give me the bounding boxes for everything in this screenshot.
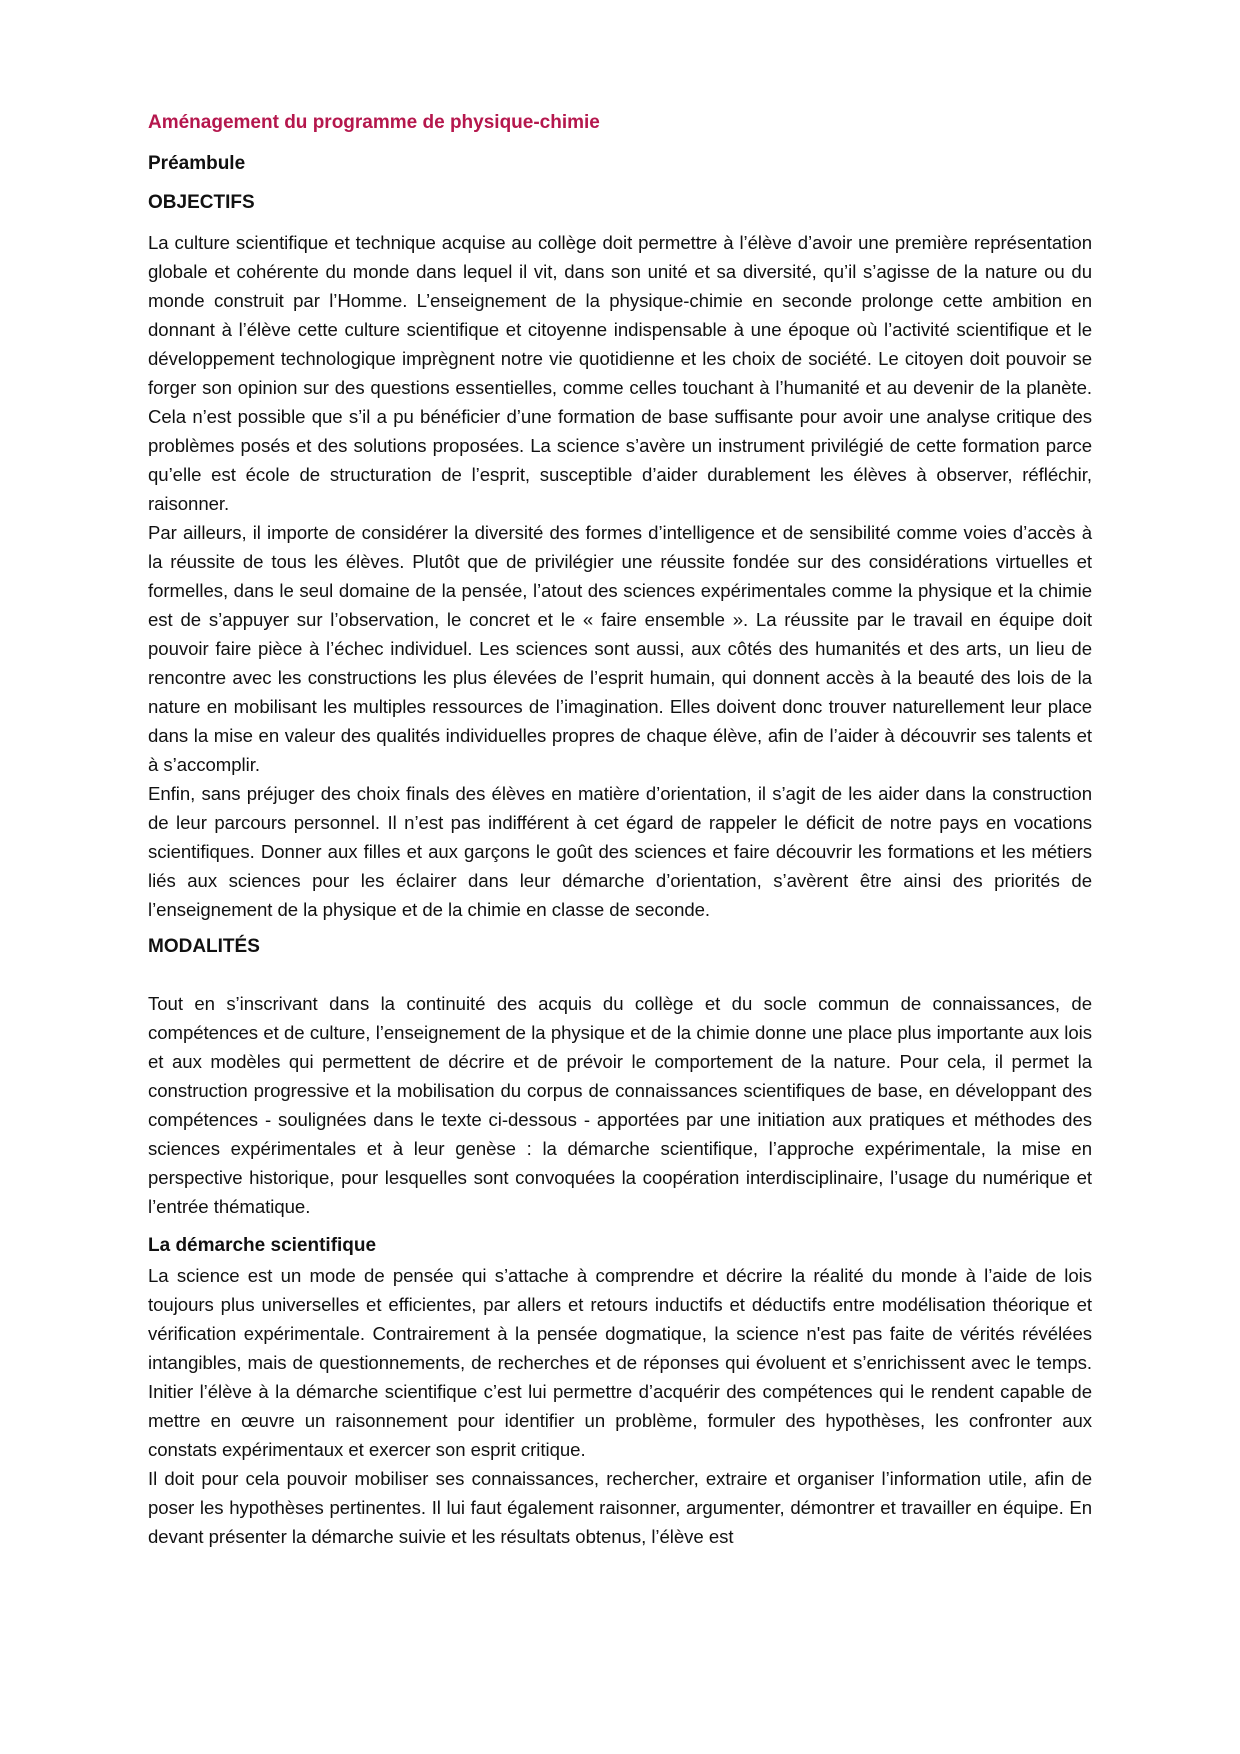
demarche-heading: La démarche scientifique <box>148 1235 377 1256</box>
preamble-heading: Préambule <box>148 153 246 174</box>
demarche-paragraph-2: Il doit pour cela pouvoir mobiliser ses connaissances, rechercher, extraire et organiser l’information utile, afin de poser les hypothèses pertinentes. Il lui faut également raisonner, argumenter, démontrer et travailler en équipe. En devant présenter la démarche suivie et les résultats obtenus, l’élève est <box>148 1468 1092 1547</box>
demarche-paragraph-1: La science est un mode de pensée qui s’attache à comprendre et décrire la réalité du monde à l’aide de lois toujours plus universelles et efficientes, par allers et retours inductifs et déductifs entre modélisation théorique et vérification expérimentale. Contrairement à la pensée dogmatique, la science n'est pas faite de vérités révélées intangibles, mais de questionnements, de recherches et de réponses qui évoluent et s’enrichissent avec le temps. Initier l’élève à la démarche scientifique c’est lui permettre d’acquérir des compétences qui le rendent capable de mettre en œuvre un raisonnement pour identifier un problème, formuler des hypothèses, les confronter aux constats expérimentaux et exercer son esprit critique. <box>148 1265 1092 1460</box>
document-page <box>148 110 1092 1551</box>
objectifs-heading: OBJECTIFS <box>148 192 255 213</box>
modalites-paragraph-1: Tout en s’inscrivant dans la continuité des acquis du collège et du socle commun de connaissances, de compétences et de culture, l’enseignement de la physique et de la chimie donne une place plus importante aux lois et aux modèles qui permettent de décrire et de prévoir le comportement de la nature. Pour cela, il permet la construction progressive et la mobilisation du corpus de connaissances scientifiques de base, en développant des compétences - soulignées dans le texte ci-dessous - apportées par une initiation aux pratiques et méthodes des sciences expérimentales et à leur genèse : la démarche scientifique, l’approche expérimentale, la mise en perspective historique, pour lesquelles sont convoquées la coopération interdisciplinaire, l’usage du numérique et l’entrée thématique. <box>148 993 1092 1217</box>
modalites-heading: MODALITÉS <box>148 936 260 957</box>
objectifs-paragraph-3: Enfin, sans préjuger des choix finals des élèves en matière d’orientation, il s’agit de les aider dans la construction de leur parcours personnel. Il n’est pas indifférent à cet égard de rappeler le déficit de notre pays en vocations scientifiques. Donner aux filles et aux garçons le goût des sciences et faire découvrir les formations et les métiers liés aux sciences pour les éclairer dans leur démarche d’orientation, s’avèrent être ainsi des priorités de l’enseignement de la physique et de la chimie en classe de seconde. <box>148 783 1092 920</box>
objectifs-paragraph-1: La culture scientifique et technique acquise au collège doit permettre à l’élève d’avoir une première représentation globale et cohérente du monde dans lequel il vit, dans son unité et sa diversité, qu’il s’agisse de la nature ou du monde construit par l’Homme. L’enseignement de la physique-chimie en seconde prolonge cette ambition en donnant à l’élève cette culture scientifique et citoyenne indispensable à une époque où l’activité scientifique et le développement technologique imprègnent notre vie quotidienne et les choix de société. Le citoyen doit pouvoir se forger son opinion sur des questions essentielles, comme celles touchant à l’humanité et au devenir de la planète. Cela n’est possible que s’il a pu bénéficier d’une formation de base suffisante pour avoir une analyse critique des problèmes posés et des solutions proposées. La science s’avère un instrument privilégié de cette formation parce qu’elle est école de structuration de l’esprit, susceptible d’aider durablement les élèves à observer, réfléchir, raisonner. <box>148 232 1092 514</box>
objectifs-paragraph-2: Par ailleurs, il importe de considérer la diversité des formes d’intelligence et de sensibilité comme voies d’accès à la réussite de tous les élèves. Plutôt que de privilégier une réussite fondée sur des considérations virtuelles et formelles, dans le seul domaine de la pensée, l’atout des sciences expérimentales comme la physique et la chimie est de s’appuyer sur l’observation, le concret et le « faire ensemble ». La réussite par le travail en équipe doit pouvoir faire pièce à l’échec individuel. Les sciences sont aussi, aux côtés des humanités et des arts, un lieu de rencontre avec les constructions les plus élevées de l’esprit humain, qui donnent accès à la beauté des lois de la nature en mobilisant les multiples ressources de l’imagination. Elles doivent donc trouver naturellement leur place dans la mise en valeur des qualités individuelles propres de chaque élève, afin de l’aider à découvrir ses talents et à s’accomplir. <box>148 522 1092 775</box>
document-title: Aménagement du programme de physique-chimie <box>148 112 600 133</box>
